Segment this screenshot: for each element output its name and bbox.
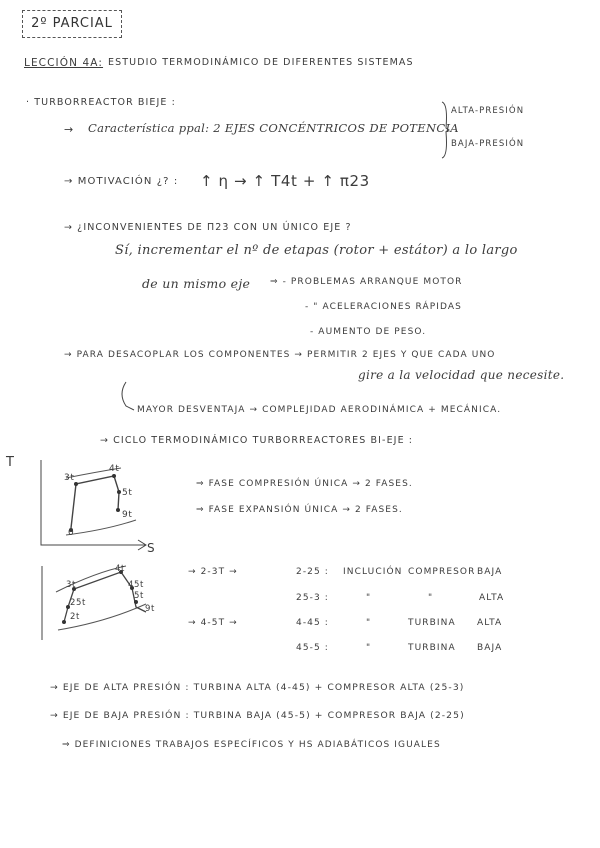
motivation-equation: ↑ η → ↑ T4t + ↑ π23: [200, 172, 370, 190]
stage-row-4-e: BAJA: [477, 643, 503, 653]
stage-row-2-c: ": [366, 593, 372, 603]
consequence-1: ⇒ - PROBLEMAS ARRANQUE MOTOR: [270, 277, 463, 287]
stage-row-4-d: TURBINA: [408, 643, 456, 653]
brace-top-label: ALTA-PRESIÓN: [451, 106, 525, 116]
d2-point-5t: 5t: [134, 591, 144, 601]
d1-point-9t: 9t: [122, 510, 133, 520]
d1-point-3t: 3t: [64, 473, 75, 483]
stage-row-2-b: 25-3 :: [296, 593, 329, 603]
d2-point-25t: 25t: [70, 598, 86, 608]
consequence-2: - " ACELERACIONES RÁPIDAS: [305, 302, 462, 312]
answer-line: Sí, incrementar el nº de etapas (rotor + estátor) a lo largo: [115, 243, 518, 258]
main-drawback-line: MAYOR DESVENTAJA → COMPLEJIDAD AERODINÁMICA + MECÁNICA.: [137, 405, 502, 415]
question-line: → ¿INCONVENIENTES DE Π23 CON UN ÚNICO EJE ?: [64, 222, 352, 233]
stage-row-3-c: ": [366, 618, 372, 628]
d2-point-45t: 45t: [128, 580, 144, 590]
motivation-label: → MOTIVACIÓN ¿? :: [64, 176, 179, 187]
characteristic-line: Característica ppal: 2 EJES CONCÉNTRICOS DE POTENCIA: [88, 121, 459, 135]
consequence-3: - AUMENTO DE PESO.: [310, 327, 427, 337]
d1-point-4t: 4t: [109, 464, 120, 474]
stage-row-2-e: ALTA: [479, 593, 505, 603]
phase-expansion: ⇒ FASE EXPANSIÓN ÚNICA → 2 FASES.: [196, 505, 403, 515]
brace-mark: [440, 100, 450, 160]
d1-point-0: 0: [68, 528, 75, 538]
ts-diagram-1: [26, 450, 166, 555]
stage-row-1-b: 2-25 :: [296, 567, 329, 577]
d2-point-2t: 2t: [70, 612, 80, 622]
stage-row-1-a: → 2-3T →: [188, 567, 238, 577]
stage-row-3-a: → 4-5T →: [188, 618, 238, 628]
axis-label-s: S: [147, 541, 156, 555]
d2-point-9t: 9t: [145, 604, 155, 614]
page-title: 2º PARCIAL: [22, 10, 122, 38]
stage-row-4-c: ": [366, 643, 372, 653]
lesson-subject: ESTUDIO TERMODINÁMICO DE DIFERENTES SISTEMAS: [108, 57, 414, 68]
brace-bottom-label: BAJA-PRESIÓN: [451, 139, 525, 149]
same-shaft-line: de un mismo eje: [142, 276, 251, 291]
ts-diagram-2: [36, 562, 166, 642]
stage-row-1-e: BAJA: [477, 567, 503, 577]
definitions-line: ⇒ DEFINICIONES TRABAJOS ESPECÍFICOS Y ΗS ADIABÁTICOS IGUALES: [62, 740, 441, 750]
d2-point-4t: 4t: [115, 564, 125, 574]
stage-row-3-d: TURBINA: [408, 618, 456, 628]
low-pressure-shaft-line: → EJE DE BAJA PRESIÓN : TURBINA BAJA (45-5) + COMPRESOR BAJA (2-25): [50, 710, 465, 721]
cycle-heading: → CICLO TERMODINÁMICO TURBORREACTORES BI-EJE :: [100, 435, 414, 446]
stage-row-1-c: INCLUCIÓN: [343, 567, 403, 577]
stage-row-1-d: COMPRESOR: [408, 567, 476, 577]
d1-point-5t: 5t: [122, 488, 133, 498]
phase-compression: ⇒ FASE COMPRESIÓN ÚNICA → 2 FASES.: [196, 479, 413, 489]
stage-row-4-b: 45-5 :: [296, 643, 329, 653]
decouple-line: → PARA DESACOPLAR LOS COMPONENTES → PERMITIR 2 EJES Y QUE CADA UNO: [64, 350, 496, 360]
axis-label-t: T: [6, 455, 15, 470]
stage-row-3-b: 4-45 :: [296, 618, 329, 628]
high-pressure-shaft-line: → EJE DE ALTA PRESIÓN : TURBINA ALTA (4-45) + COMPRESOR ALTA (25-3): [50, 682, 465, 693]
stage-row-3-e: ALTA: [477, 618, 503, 628]
section-heading: · TURBORREACTOR BIEJE :: [26, 97, 176, 108]
decouple-line-2: gire a la velocidad que necesite.: [358, 368, 565, 382]
stage-row-2-d: ": [428, 593, 434, 603]
hook-arrow: [116, 380, 136, 416]
lesson-label: LECCIÓN 4A:: [24, 57, 104, 69]
d2-point-3t: 3t: [66, 580, 76, 590]
arrow-charac: →: [64, 123, 74, 136]
